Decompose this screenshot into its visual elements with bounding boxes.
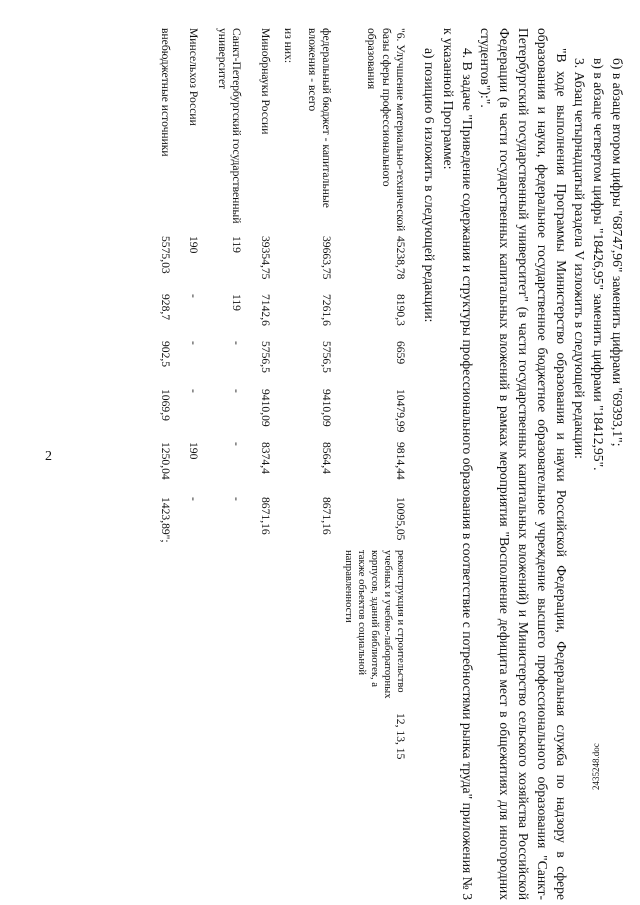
cell-year4: 9814,44	[394, 442, 408, 480]
cell-year2: 5756,5	[320, 341, 334, 373]
cell-total: 45238,78	[394, 236, 408, 280]
row-note	[295, 550, 333, 713]
paragraph-3: 3. Абзац четырнадцатый раздела V изложить в следующей редакции:	[572, 58, 588, 459]
cell-year3	[272, 389, 296, 442]
cell-year2: 6659	[394, 341, 408, 365]
row-note	[243, 550, 272, 713]
row-refs	[148, 713, 172, 900]
cell-year2: -	[230, 341, 244, 345]
cell-year2: -	[187, 341, 201, 345]
cell-year3: -	[230, 389, 244, 393]
cell-year1: 928,7	[158, 294, 172, 321]
table-row	[272, 28, 296, 900]
row-note	[148, 550, 172, 713]
table-row	[243, 28, 272, 900]
cell-total: 39354,75	[258, 236, 272, 280]
row-refs	[272, 713, 296, 900]
cell-year4: 1250,04	[158, 442, 172, 480]
cell-year5: 8671,16	[320, 497, 334, 535]
row-note	[172, 550, 201, 713]
paragraph-4: 4. В задаче "Приведение содержания и структуры профессионального образования в соответствие с потребностями рынка труда" приложения № 3 к указанной Программе:	[440, 28, 475, 900]
cell-year1: 7142,6	[258, 294, 272, 326]
cell-year5: -	[187, 497, 201, 501]
page-number: 2	[45, 449, 52, 464]
row-refs	[295, 713, 333, 900]
row-note: реконструкция и строительство учебных и учебно-лабораторных корпусов, зданий библиотек, а также объектов социальной направленности	[343, 550, 407, 699]
cell-total: 190	[187, 236, 201, 254]
cell-year4	[272, 442, 296, 497]
cell-year5	[272, 497, 296, 550]
cell-year3: 1069,9	[158, 389, 172, 421]
cell-year1: -	[187, 294, 201, 298]
cell-year3: 9410,09	[320, 389, 334, 427]
cell-year3: -	[187, 389, 201, 393]
row-note	[200, 550, 243, 713]
paragraph-b: б) в абзаце втором цифры "68747,96" заменить цифрами "69393,1";	[610, 58, 625, 447]
cell-year4: -	[230, 442, 244, 446]
row-label: "6. Улучшение материально-технической базы сферы профессионального образования	[365, 28, 408, 232]
row-refs: 12, 13, 15	[394, 713, 408, 760]
cell-year4: 8374,4	[258, 442, 272, 474]
row-refs	[172, 713, 201, 900]
cell-year4: 190	[187, 442, 201, 460]
row-label: Санкт-Петербургский государственный университет	[215, 28, 244, 224]
cell-year1: 8190,3	[394, 294, 408, 326]
row-label: внебюджетные источники	[158, 28, 172, 157]
table-row	[333, 28, 407, 900]
cell-year1: 119	[230, 294, 244, 311]
cell-year2: 902,5	[158, 341, 172, 368]
row-refs	[243, 713, 272, 900]
cell-year5: 1423,89";	[158, 497, 172, 543]
cell-year2: 5756,5	[258, 341, 272, 373]
paragraph-v: в) в абзаце четвертом цифры "18426,95" заменить цифрами "18412,95".	[591, 58, 607, 471]
row-label: Минобрнауки России	[258, 28, 272, 135]
cell-year5: 10095,05	[394, 497, 408, 541]
table-row	[295, 28, 333, 900]
cell-year1: 7261,6	[320, 294, 334, 326]
row-label: федеральный бюджет - капитальные вложения - всего	[305, 28, 334, 208]
table-row	[172, 28, 201, 900]
program-table	[148, 28, 407, 900]
cell-year5: -	[230, 497, 244, 501]
cell-year5: 8671,16	[258, 497, 272, 535]
cell-total	[272, 236, 296, 294]
table-row	[200, 28, 243, 900]
cell-year2	[272, 341, 296, 389]
paragraph-quote: "В ходе выполнения Программы Министерство образования и науки Российской Федерации, Федеральная служба по надзору в сфере образования и науки, федеральное государственное бюджетное образовательное учреждение высшего профессионального образования "Санкт-Петербургский государственный университет" (в части государственных капитальных вложений) и Министерство сельского хозяйства Российской Федерации (в части государственных капитальных вложений в рамках мероприятия "Восполнение дефицита мест в общежитиях для иногородних студентов"):".	[478, 28, 569, 900]
cell-year3: 10479,99	[394, 389, 408, 433]
cell-year3: 9410,09	[258, 389, 272, 427]
row-label: Минсельхоз России	[187, 28, 201, 126]
paragraph-a: а) позицию 6 изложить в следующей редакции:	[422, 48, 438, 323]
cell-year4: 8564,4	[320, 442, 334, 474]
row-refs	[200, 713, 243, 900]
cell-total: 5575,03	[158, 236, 172, 274]
cell-year1	[272, 294, 296, 341]
row-note	[272, 550, 296, 713]
cell-total: 119	[230, 236, 244, 253]
rotated-document-body	[70, 28, 626, 900]
cell-total: 39663,75	[320, 236, 334, 280]
table-row	[148, 28, 172, 900]
document-filename: 2435248.doc	[591, 743, 601, 790]
row-label: из них:	[282, 28, 296, 64]
